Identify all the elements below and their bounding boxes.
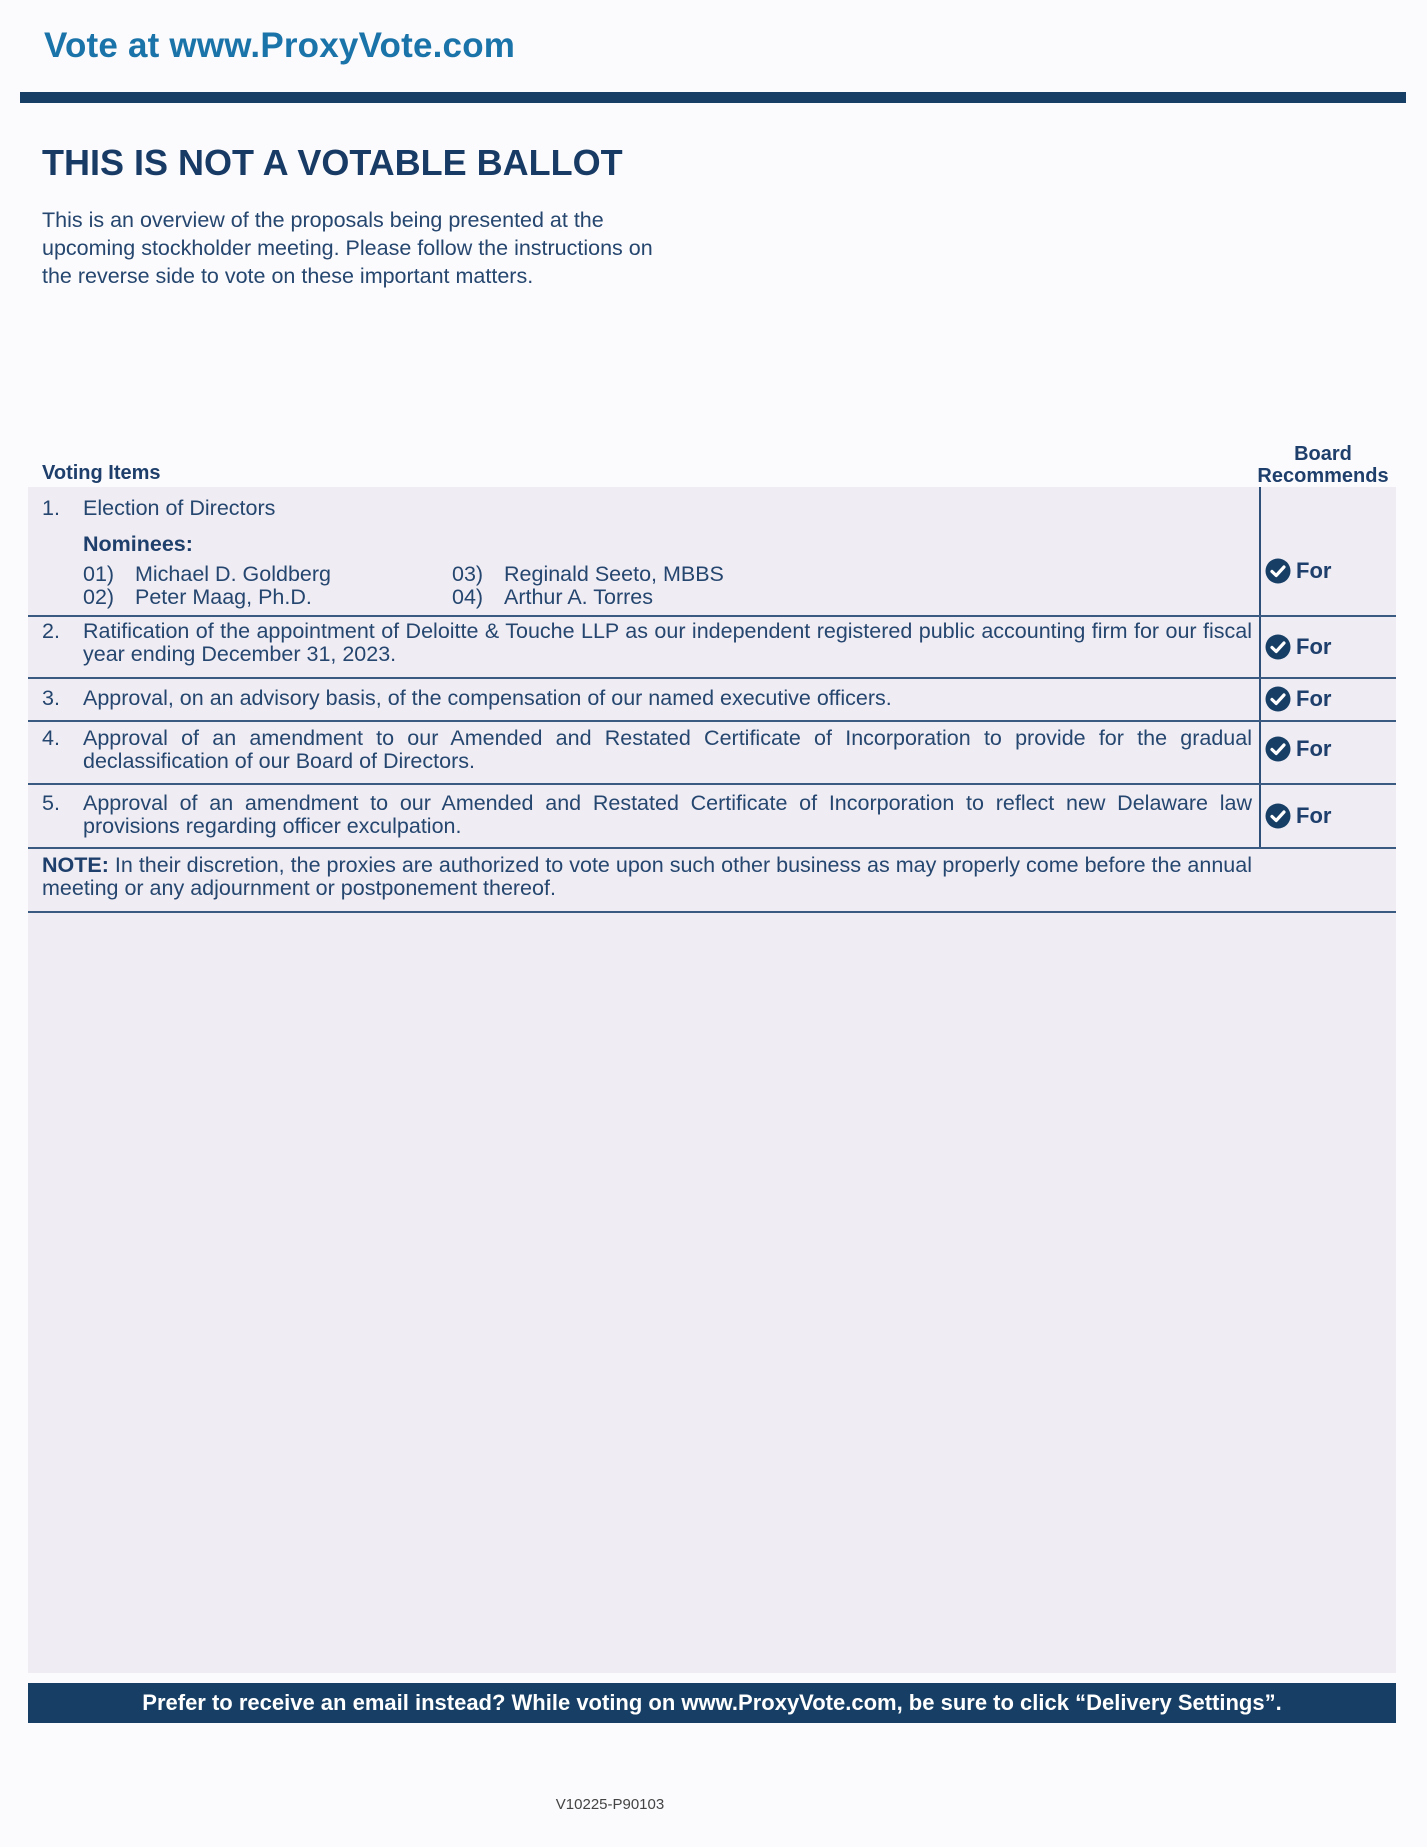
nominee-name: Peter Maag, Ph.D. [135, 585, 312, 609]
check-circle-icon [1265, 634, 1291, 660]
nominee-name: Reginald Seeto, MBBS [504, 562, 724, 586]
row-divider [28, 847, 1396, 849]
item-text: Ratification of the appointment of Deloitte & Touche LLP as our independent registered public accounting firm for our fiscal year ending December 31, 2023. [83, 619, 1252, 666]
column-divider [1259, 487, 1261, 847]
voting-item-3 [42, 687, 1252, 711]
recommendation-4 [1265, 736, 1331, 762]
item-text: Approval of an amendment to our Amended and Restated Certificate of Incorporation to provide for the gradual declassification of our Board of Directors. [83, 726, 1252, 773]
board-recommends-header: Board Recommends [1257, 443, 1389, 487]
check-circle-icon [1265, 803, 1291, 829]
nominee-03 [452, 562, 724, 587]
voting-item-4 [42, 727, 1252, 773]
nominees-label: Nominees: [83, 532, 193, 556]
nominee-02 [83, 585, 312, 610]
recommendation-label: For [1296, 558, 1332, 583]
item-number: 5. [42, 791, 60, 815]
voting-item-2 [42, 620, 1252, 666]
item-text: Election of Directors [83, 496, 276, 520]
check-circle-icon [1265, 686, 1291, 712]
job-code: V10225-P90103 [555, 1796, 665, 1813]
nominee-04 [452, 585, 653, 610]
row-divider [28, 911, 1396, 913]
nominee-code: 02) [83, 585, 115, 609]
item-text: Approval of an amendment to our Amended and Restated Certificate of Incorporation to reflect new Delaware law provisions regarding officer exculpation. [83, 791, 1252, 838]
row-divider [28, 677, 1396, 679]
check-circle-icon [1265, 558, 1291, 584]
recommendation-1 [1265, 558, 1331, 584]
nominee-name: Michael D. Goldberg [135, 562, 331, 586]
note-text [42, 854, 1252, 900]
nominee-code: 01) [83, 562, 115, 586]
header-rule [20, 92, 1406, 103]
recommendation-label: For [1296, 686, 1332, 711]
recommendation-label: For [1296, 803, 1332, 828]
nominee-code: 04) [452, 585, 484, 609]
recommendation-5 [1265, 803, 1331, 829]
item-number: 3. [42, 686, 60, 710]
row-divider [28, 720, 1396, 722]
row-divider [28, 615, 1396, 617]
voting-item-1 [42, 497, 1252, 521]
item-number: 1. [42, 496, 60, 520]
voting-items-header: Voting Items [42, 462, 161, 484]
recommendation-label: For [1296, 736, 1332, 761]
proxyvote-link[interactable]: Vote at www.ProxyVote.com [44, 26, 516, 65]
item-number: 4. [42, 726, 60, 750]
voting-item-5 [42, 792, 1252, 838]
nominee-code: 03) [452, 562, 484, 586]
note-label: NOTE: [42, 853, 109, 877]
page-title: THIS IS NOT A VOTABLE BALLOT [42, 142, 623, 183]
recommendation-label: For [1296, 634, 1332, 659]
nominee-name: Arthur A. Torres [504, 585, 653, 609]
item-text: Approval, on an advisory basis, of the compensation of our named executive officers. [83, 686, 892, 710]
row-divider [28, 783, 1396, 785]
item-number: 2. [42, 619, 60, 643]
recommendation-2 [1265, 634, 1331, 660]
note-body: In their discretion, the proxies are authorized to vote upon such other business as may properly come before the annual meeting or any adjournment or postponement thereof. [42, 853, 1252, 900]
recommendation-3 [1265, 686, 1331, 712]
check-circle-icon [1265, 736, 1291, 762]
delivery-settings-banner: Prefer to receive an email instead? While voting on www.ProxyVote.com, be sure to click “Delivery Settings”. [28, 1683, 1396, 1723]
nominee-01 [83, 562, 331, 587]
intro-text: This is an overview of the proposals being presented at the upcoming stockholder meeting. Please follow the instructions on the reverse side to vote on these important matters. [42, 208, 653, 288]
